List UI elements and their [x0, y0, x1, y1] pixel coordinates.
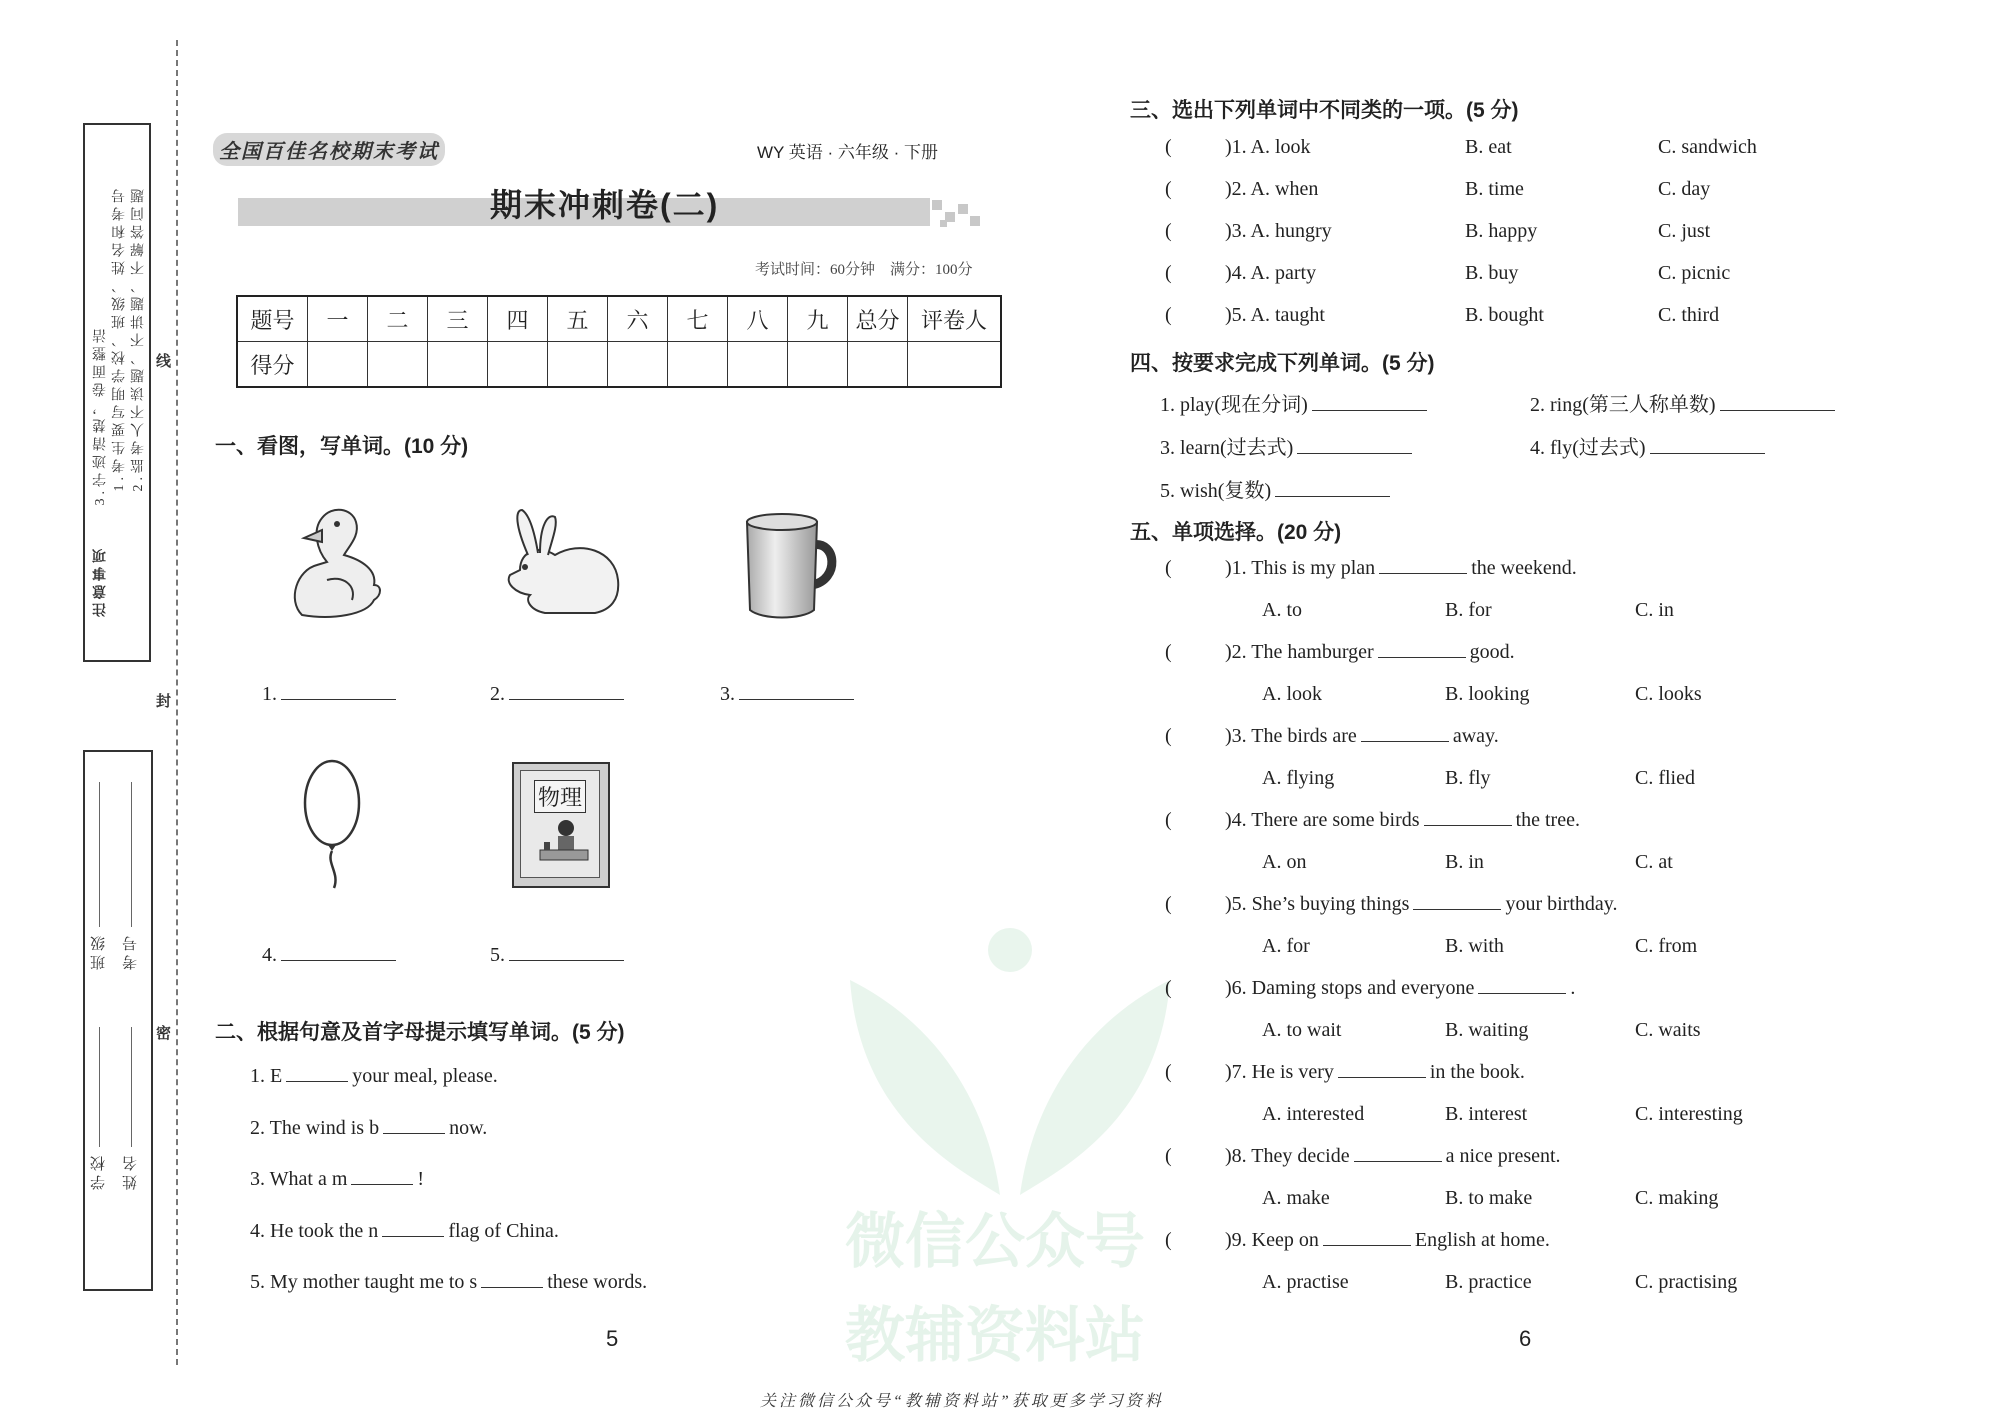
score-header-cell: 六: [608, 296, 668, 342]
score-table: [236, 295, 1002, 388]
answer-blank[interactable]: [481, 1286, 543, 1288]
title-bar-pixel: [970, 216, 980, 226]
item-number: 1.: [262, 683, 277, 705]
answer-bracket[interactable]: (: [1165, 641, 1172, 663]
watermark-leaf-logo: [840, 920, 1180, 1210]
option-c: C. in: [1635, 599, 1674, 621]
option-c: C. looks: [1635, 683, 1702, 705]
item-text: !: [417, 1168, 425, 1190]
answer-blank[interactable]: [509, 698, 624, 700]
score-cell[interactable]: [728, 342, 788, 388]
item-text: in the book.: [1429, 1061, 1525, 1083]
answer-blank[interactable]: [1379, 572, 1467, 574]
item-text: the tree.: [1515, 809, 1580, 831]
question-option-a: )3. A. hungry: [1225, 220, 1332, 242]
score-header-cell: 七: [668, 296, 728, 342]
option-a: A. flying: [1262, 767, 1335, 789]
item-text: 3. learn(过去式): [1160, 437, 1294, 459]
question-text: [1225, 977, 1575, 1000]
section1-heading: 一、看图，写单词。(10 分): [215, 435, 469, 458]
item-text: these words.: [547, 1271, 648, 1293]
title-bar-pixel: [958, 204, 968, 214]
item-number: 2.: [490, 683, 505, 705]
item-text: )1. This is my plan: [1225, 557, 1376, 579]
class-label: 班级: [91, 932, 107, 970]
section3-heading: 三、选出下列单词中不同类的一项。(5 分): [1130, 99, 1519, 122]
score-header-cell: 一: [308, 296, 368, 342]
title-bar-pixel: [932, 200, 942, 210]
page-number-left: 5: [606, 1326, 619, 1351]
score-row-label: 得分: [237, 342, 308, 388]
answer-blank[interactable]: [1378, 656, 1466, 658]
score-cell[interactable]: [608, 342, 668, 388]
item-text: English at home.: [1414, 1229, 1550, 1251]
answer-blank[interactable]: [281, 959, 396, 961]
answer-bracket[interactable]: (: [1165, 304, 1172, 326]
answer-blank[interactable]: [1338, 1076, 1426, 1078]
option-b: B. to make: [1445, 1187, 1533, 1209]
answer-bracket[interactable]: (: [1165, 178, 1172, 200]
answer-blank[interactable]: [1413, 908, 1501, 910]
option-b: B. eat: [1465, 136, 1512, 158]
answer-blank[interactable]: [286, 1080, 348, 1082]
option-c: C. from: [1635, 935, 1698, 957]
score-header-cell: 评卷人: [908, 296, 1002, 342]
duck-picture: [282, 500, 382, 625]
cut-line: [176, 40, 178, 1365]
option-b: B. looking: [1445, 683, 1530, 705]
option-c: C. picnic: [1658, 262, 1731, 284]
score-cell[interactable]: [848, 342, 908, 388]
answer-bracket[interactable]: (: [1165, 1145, 1172, 1167]
word-form-item[interactable]: [1160, 474, 1394, 503]
option-b: B. buy: [1465, 262, 1519, 284]
item-text: 4. He took the n: [250, 1219, 379, 1242]
question-text: [1225, 557, 1577, 580]
score-cell[interactable]: [488, 342, 548, 388]
answer-bracket[interactable]: (: [1165, 1229, 1172, 1251]
question-text: [1225, 1145, 1561, 1168]
option-b: B. with: [1445, 935, 1504, 957]
answer-blank[interactable]: [1650, 452, 1765, 454]
notice-title: 注意事项: [93, 545, 108, 617]
item-text: )8. They decide: [1225, 1145, 1350, 1167]
cup-picture: [742, 510, 840, 622]
balloon-picture: [300, 758, 365, 893]
physics-book-picture: [512, 762, 610, 888]
score-header-row: [237, 296, 1001, 342]
option-c: C. sandwich: [1658, 136, 1757, 158]
answer-blank[interactable]: [1297, 452, 1412, 454]
item-text: your birthday.: [1505, 893, 1618, 915]
question-text: [1225, 725, 1499, 748]
option-c: C. at: [1635, 851, 1673, 873]
class-field[interactable]: [99, 782, 100, 927]
item-text: 1. play(现在分词): [1160, 394, 1308, 416]
seal-mark-seal: 封: [156, 694, 172, 710]
answer-blank[interactable]: [1323, 1244, 1411, 1246]
item-text: away.: [1452, 725, 1499, 747]
option-c: C. making: [1635, 1187, 1719, 1209]
item-text: 4. fly(过去式): [1530, 437, 1646, 459]
option-c: C. interesting: [1635, 1103, 1743, 1125]
score-cell[interactable]: [788, 342, 848, 388]
exam-meta: 考试时间：60分钟 满分：100分: [755, 262, 973, 278]
footer-note: 关注微信公众号“教辅资料站”获取更多学习资料: [760, 1393, 1164, 1410]
name-field[interactable]: [131, 1027, 132, 1147]
fill-in-item[interactable]: [250, 1271, 647, 1294]
item-text: )4. There are some birds: [1225, 809, 1420, 831]
item-number: 5.: [490, 944, 505, 966]
answer-blank[interactable]: [1478, 992, 1566, 994]
item-text: 5. wish(复数): [1160, 480, 1272, 502]
subject-grade: WY 英语 · 六年级 · 下册: [757, 143, 939, 162]
fill-in-item[interactable]: [250, 1117, 487, 1140]
option-c: C. third: [1658, 304, 1720, 326]
answer-bracket[interactable]: (: [1165, 1061, 1172, 1083]
rabbit-picture: [500, 505, 625, 620]
answer-blank[interactable]: [382, 1235, 444, 1237]
item-text: a nice present.: [1445, 1145, 1561, 1167]
option-b: B. bought: [1465, 304, 1544, 326]
picture-answer-3[interactable]: [720, 683, 858, 706]
answer-blank[interactable]: [509, 959, 624, 961]
answer-bracket[interactable]: (: [1165, 557, 1172, 579]
item-number: 3.: [720, 683, 735, 705]
score-row: [237, 342, 1001, 388]
word-form-item[interactable]: [1160, 431, 1416, 460]
item-text: 5. My mother taught me to s: [250, 1271, 478, 1293]
score-header-cell: 五: [548, 296, 608, 342]
picture-answer-1[interactable]: [262, 683, 400, 706]
answer-blank[interactable]: [1354, 1160, 1442, 1162]
item-text: the weekend.: [1471, 557, 1577, 579]
book-illustration-icon: [536, 816, 591, 866]
question-option-a: )5. A. taught: [1225, 304, 1325, 326]
question-option-a: )2. A. when: [1225, 178, 1319, 200]
question-option-a: )1. A. look: [1225, 136, 1311, 158]
watermark-line2: 教辅资料站: [845, 1301, 1145, 1371]
picture-answer-2[interactable]: [490, 683, 628, 706]
item-text: )9. Keep on: [1225, 1229, 1319, 1251]
score-cell[interactable]: [668, 342, 728, 388]
fill-in-item[interactable]: [250, 1065, 498, 1088]
item-text: )7. He is very: [1225, 1061, 1334, 1083]
option-b: B. in: [1445, 851, 1484, 873]
item-text: your meal, please.: [352, 1065, 498, 1087]
answer-blank[interactable]: [1312, 409, 1427, 411]
option-b: B. for: [1445, 599, 1492, 621]
exam-number-label: 考号: [123, 932, 139, 970]
series-brand: 全国百佳名校期末考试: [213, 133, 445, 166]
score-header-cell: 八: [728, 296, 788, 342]
notice-box: [83, 123, 151, 662]
option-c: C. flied: [1635, 767, 1695, 789]
school-field[interactable]: [99, 1027, 100, 1147]
question-text: [1225, 641, 1515, 664]
option-a: A. make: [1262, 1187, 1330, 1209]
question-text: [1225, 809, 1580, 832]
option-b: B. fly: [1445, 767, 1491, 789]
word-form-item[interactable]: [1530, 431, 1769, 460]
answer-bracket[interactable]: (: [1165, 220, 1172, 242]
item-text: .: [1570, 977, 1576, 999]
notice-item: 1.考生要写明学校、班级、姓名和考号: [112, 185, 127, 492]
score-cell[interactable]: [368, 342, 428, 388]
fill-in-item[interactable]: [250, 1168, 424, 1191]
item-text: 1. E: [250, 1065, 283, 1087]
option-c: C. just: [1658, 220, 1711, 242]
question-text: [1225, 893, 1617, 916]
item-number: 4.: [262, 944, 277, 966]
notice-item: 2.监考人不读题、不讲题、不解答问题: [131, 185, 146, 492]
answer-bracket[interactable]: (: [1165, 136, 1172, 158]
score-header-cell: 题号: [237, 296, 308, 342]
exam-number-field[interactable]: [131, 782, 132, 927]
answer-bracket[interactable]: (: [1165, 977, 1172, 999]
option-b: B. time: [1465, 178, 1524, 200]
answer-bracket[interactable]: (: [1165, 262, 1172, 284]
name-label: 姓名: [123, 1152, 139, 1190]
item-text: 3. What a m: [250, 1168, 348, 1190]
answer-blank[interactable]: [739, 698, 854, 700]
page-number-right: 6: [1519, 1326, 1532, 1351]
section2-heading: 二、根据句意及首字母提示填写单词。(5 分): [215, 1021, 625, 1044]
answer-blank[interactable]: [281, 698, 396, 700]
item-text: 2. The wind is b: [250, 1116, 380, 1139]
picture-answer-4[interactable]: [262, 944, 400, 967]
section4-heading: 四、按要求完成下列单词。(5 分): [1130, 352, 1435, 375]
option-c: C. practising: [1635, 1271, 1738, 1293]
option-a: A. on: [1262, 851, 1307, 873]
answer-bracket[interactable]: (: [1165, 893, 1172, 915]
score-cell[interactable]: [908, 342, 1002, 388]
school-label: 学校: [91, 1152, 107, 1190]
word-form-item[interactable]: [1160, 388, 1431, 417]
seal-mark-secret: 密: [156, 1026, 172, 1042]
item-text: flag of China.: [448, 1219, 559, 1242]
option-a: A. look: [1262, 683, 1322, 705]
answer-blank[interactable]: [351, 1183, 413, 1185]
option-c: C. waits: [1635, 1019, 1701, 1041]
score-header-cell: 四: [488, 296, 548, 342]
book-title: 物理: [534, 780, 586, 813]
item-text: )5. She’s buying things: [1225, 893, 1410, 915]
option-a: A. for: [1262, 935, 1310, 957]
item-text: )3. The birds are: [1225, 725, 1357, 747]
student-info-box: [83, 750, 153, 1291]
answer-blank[interactable]: [1275, 495, 1390, 497]
item-text: 2. ring(第三人称单数): [1530, 394, 1716, 416]
answer-blank[interactable]: [383, 1132, 445, 1134]
answer-blank[interactable]: [1424, 824, 1512, 826]
score-cell[interactable]: [308, 342, 368, 388]
item-text: )2. The hamburger: [1225, 641, 1374, 663]
seal-mark-line: 线: [156, 354, 172, 370]
option-a: A. interested: [1262, 1103, 1365, 1125]
option-b: B. happy: [1465, 220, 1538, 242]
item-text: good.: [1469, 641, 1515, 663]
question-option-a: )4. A. party: [1225, 262, 1317, 284]
fill-in-item[interactable]: [250, 1220, 559, 1243]
option-b: B. practice: [1445, 1271, 1532, 1293]
option-a: A. to: [1262, 599, 1302, 621]
option-a: A. to wait: [1262, 1019, 1342, 1041]
question-text: [1225, 1229, 1550, 1252]
watermark-line1: 微信公众号: [845, 1207, 1145, 1277]
answer-bracket[interactable]: (: [1165, 725, 1172, 747]
score-header-cell: 九: [788, 296, 848, 342]
option-b: B. waiting: [1445, 1019, 1529, 1041]
item-text: now.: [449, 1116, 488, 1139]
score-header-cell: 总分: [848, 296, 908, 342]
title-bar-pixel: [940, 220, 947, 227]
score-header-cell: 三: [428, 296, 488, 342]
item-text: )6. Daming stops and everyone: [1225, 977, 1475, 999]
section5-heading: 五、单项选择。(20 分): [1130, 521, 1342, 544]
score-cell[interactable]: [428, 342, 488, 388]
answer-bracket[interactable]: (: [1165, 809, 1172, 831]
score-header-cell: 二: [368, 296, 428, 342]
answer-blank[interactable]: [1720, 409, 1835, 411]
picture-answer-5[interactable]: [490, 944, 628, 967]
score-cell[interactable]: [548, 342, 608, 388]
question-text: [1225, 1061, 1525, 1084]
notice-item: 3.字迹清楚，卷面整洁: [93, 325, 108, 506]
answer-blank[interactable]: [1361, 740, 1449, 742]
word-form-item[interactable]: [1530, 388, 1839, 417]
option-a: A. practise: [1262, 1271, 1349, 1293]
exam-title: 期末冲刺卷(二): [490, 187, 720, 223]
option-b: B. interest: [1445, 1103, 1528, 1125]
option-c: C. day: [1658, 178, 1711, 200]
